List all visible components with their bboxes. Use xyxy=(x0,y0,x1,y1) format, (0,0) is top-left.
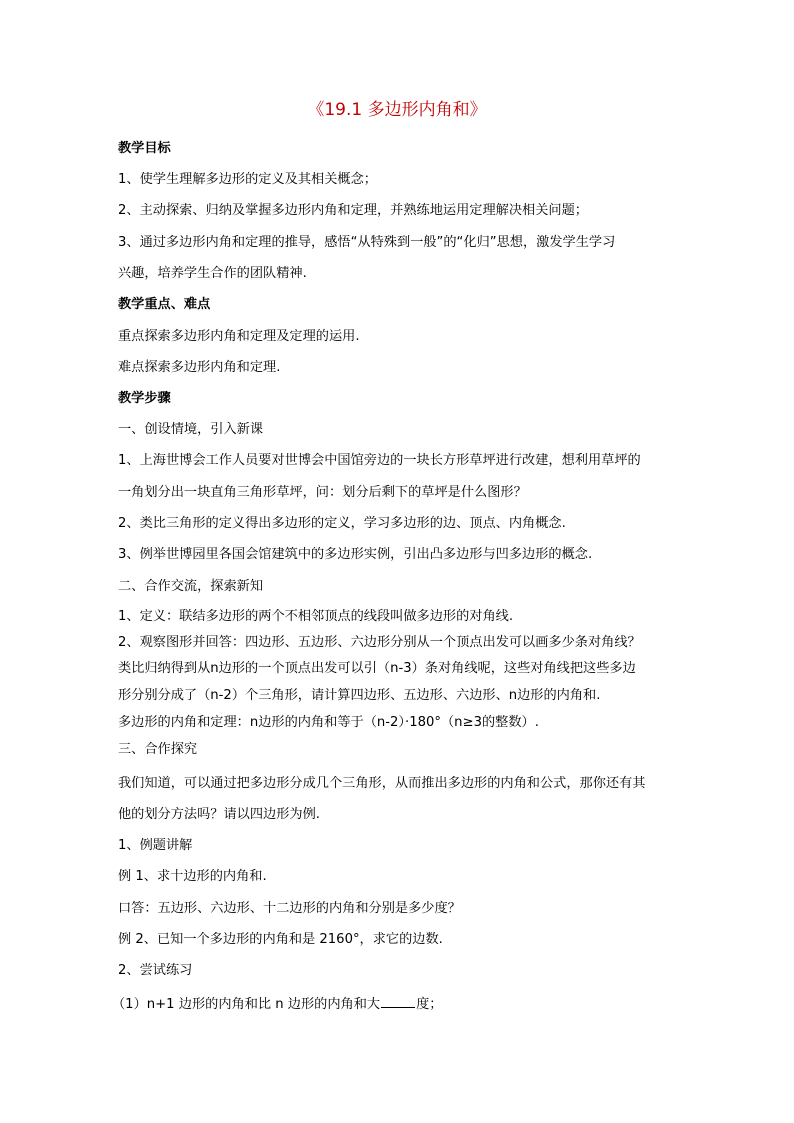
step-3-text-line-1: 我们知道，可以通过把多边形分成几个三角形，从而推出多边形的内角和公式，那你还有其 xyxy=(118,776,646,791)
practice-heading: 2、尝试练习 xyxy=(118,963,193,978)
goals-heading: 教学目标 xyxy=(118,141,171,156)
key-point-1: 重点探索多边形内角和定理及定理的运用. xyxy=(118,329,360,344)
example-1: 例 1、求十边形的内角和. xyxy=(118,869,267,884)
step-2-item-1: 1、定义：联结多边形的两个不相邻顶点的线段叫做多边形的对角线. xyxy=(118,609,514,624)
step-2-title: 二、合作交流，探索新知 xyxy=(118,579,264,594)
step-2-item-2-line-2: 类比归纳得到从n边形的一个顶点出发可以引（n-3）条对角线呢，这些对角线把这些多边 xyxy=(118,661,636,676)
step-3-title: 三、合作探究 xyxy=(118,742,198,757)
practice-question-1-unit: 度； xyxy=(416,997,443,1012)
step-1-item-3: 3、例举世博园里各国会馆建筑中的多边形实例，引出凸多边形与凹多边形的概念. xyxy=(118,547,593,562)
step-2-item-2-line-1: 2、观察图形并回答：四边形、五边形、六边形分别从一个顶点出发可以画多少条对角线？ xyxy=(118,635,641,650)
goal-3-line-1: 3、通过多边形内角和定理的推导，感悟“从特殊到一般”的“化归”思想，激发学生学习 xyxy=(118,235,616,250)
oral-question: 口答：五边形、六边形、十二边形的内角和分别是多少度？ xyxy=(118,901,461,916)
example-2: 例 2、已知一个多边形的内角和是 2160°，求它的边数. xyxy=(118,932,443,947)
polygon-angle-theorem: 多边形的内角和定理：n边形的内角和等于（n-2）·180°（n≥3的整数）. xyxy=(118,715,539,730)
step-3-text-line-2: 他的划分方法吗？请以四边形为例. xyxy=(118,807,321,822)
step-1-item-2: 2、类比三角形的定义得出多边形的定义，学习多边形的边、顶点、内角概念. xyxy=(118,516,566,531)
practice-question-1-text: （1）n+1 边形的内角和比 n 边形的内角和大 xyxy=(112,997,381,1012)
step-1-item-1-line-2: 一角划分出一块直角三角形草坪，问：划分后剩下的草坪是什么图形？ xyxy=(118,485,527,500)
example-heading: 1、例题讲解 xyxy=(118,838,193,853)
page-title: 《19.1 多边形内角和》 xyxy=(307,100,487,120)
goal-3-line-2: 兴趣，培养学生合作的团队精神. xyxy=(118,266,307,281)
step-1-title: 一、创设情境，引入新课 xyxy=(118,422,264,437)
key-point-2: 难点探索多边形内角和定理. xyxy=(118,360,281,375)
practice-question-1 xyxy=(112,993,682,1015)
steps-heading: 教学步骤 xyxy=(118,391,171,406)
key-heading: 教学重点、难点 xyxy=(118,297,211,312)
step-2-item-2-line-3: 形分别分成了（n-2）个三角形，请计算四边形、五边形、六边形、n边形的内角和. xyxy=(118,688,601,703)
goal-1: 1、使学生理解多边形的定义及其相关概念； xyxy=(118,172,377,187)
step-1-item-1-line-1: 1、上海世博会工作人员要对世博会中国馆旁边的一块长方形草坪进行改建，想利用草坪的 xyxy=(118,453,641,468)
answer-blank xyxy=(381,993,415,1008)
goal-2: 2、主动探索、归纳及掌握多边形内角和定理，并熟练地运用定理解决相关问题； xyxy=(118,203,588,218)
